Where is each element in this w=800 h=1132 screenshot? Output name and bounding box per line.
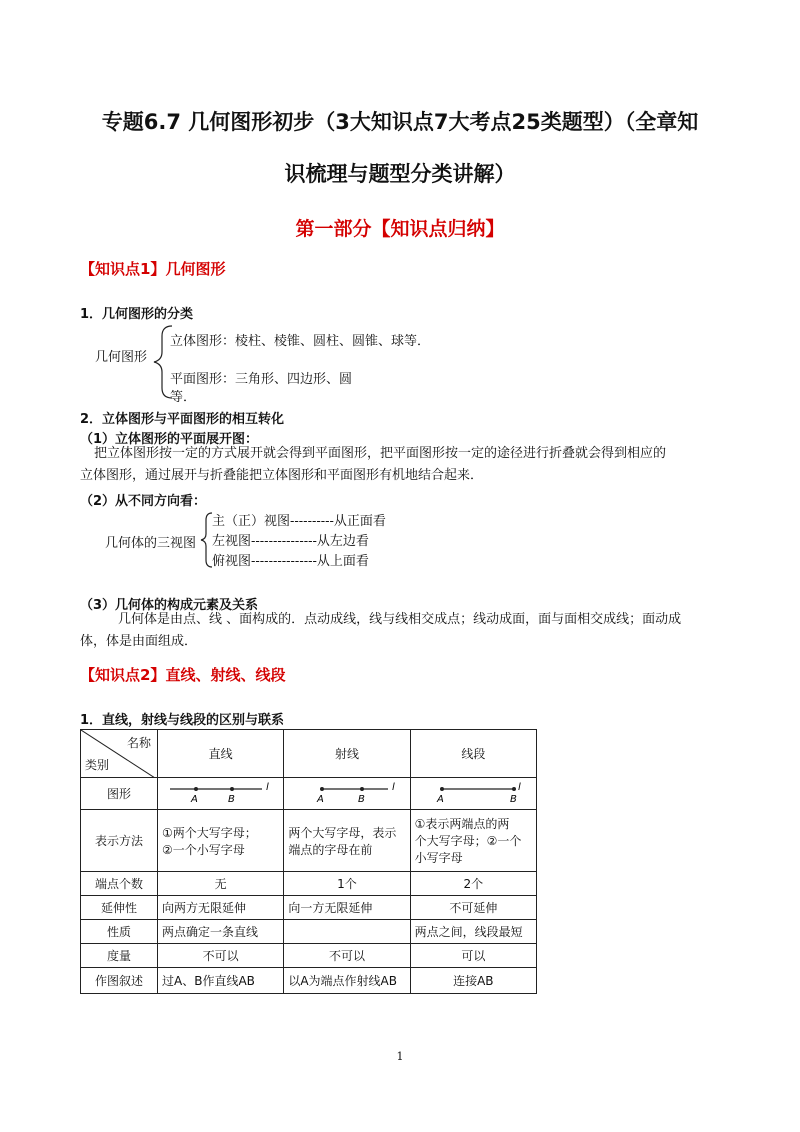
kp1-heading: 【知识点1】几何图形 [80,260,226,278]
row-label: 延伸性 [81,896,158,920]
table-cell: 向两方无限延伸 [158,896,284,920]
three-view-label: 几何体的三视图 [105,536,197,551]
table-cell: 不可以 [158,944,284,968]
title-line-2: 识梳理与题型分类讲解） [284,162,516,186]
table-cell: 两点确定一条直线 [158,920,284,944]
segment-l-label: l [518,782,522,793]
segment-figure [418,780,528,804]
point-b-label: B [227,794,235,804]
unfold-line2: 立体图形，通过展开与折叠能把立体图形和平面图形有机地结合起来． [80,468,484,483]
table-cell [410,810,536,872]
unfold-title: （1）立体图形的平面展开图： [80,432,259,447]
corner-top-label: 名称 [126,736,151,750]
table-cell [284,920,410,944]
page-number: 1 [396,1050,404,1063]
view-front: 主（正）视图----------从正面看 [212,514,386,529]
table-cell: 连接AB [410,968,536,994]
table-cell: 不可延伸 [410,896,536,920]
ray-l-label: l [391,782,395,793]
views-title: （2）从不同方向看： [80,494,207,509]
cell-line: 端点的字母在前 [288,842,373,857]
part-heading: 第一部分【知识点归纳】 [295,218,505,240]
line-figure-cell [158,778,284,810]
row-label: 表示方法 [81,810,158,872]
point-a-label: A [437,794,445,804]
column-header: 直线 [158,730,284,778]
point-a-label: A [316,794,324,804]
table-cell: 不可以 [284,944,410,968]
table-cell: 1个 [284,872,410,896]
corner-cell [81,730,158,778]
kp2-section1-title: 1．直线，射线与线段的区别与联系 [80,713,285,728]
table-header-row [81,730,537,778]
table-cell: 可以 [410,944,536,968]
table-row [81,810,537,872]
plane-figures-line1: 平面图形：三角形、四边形、圆 [170,372,353,387]
view-top: 俯视图---------------从上面看 [212,554,369,569]
table-cell: 无 [158,872,284,896]
corner-bottom-label: 类别 [85,758,110,772]
solid-figures: 立体图形：棱柱、棱锥、圆柱、圆锥、球等． [170,334,431,349]
table-row [81,872,537,896]
table-cell [284,810,410,872]
cell-line: ①两个大写字母； [162,825,257,840]
row-label: 端点个数 [81,872,158,896]
table-row [81,944,537,968]
table-cell [158,810,284,872]
cell-line: 个大写字母；②一个 [414,834,522,848]
table-cell: 以A为端点作射线AB [284,968,410,994]
point-b-label: B [357,794,365,804]
elements-title: （3）几何体的构成元素及关系 [80,598,259,613]
kp1-section2-title: 2．立体图形与平面图形的相互转化 [80,412,285,427]
cell-line: 两个大写字母，表示 [288,825,397,840]
table-row [81,968,537,994]
kp2-heading: 【知识点2】直线、射线、线段 [80,666,286,684]
row-label: 图形 [81,778,158,810]
row-label: 性质 [81,920,158,944]
ray-figure [292,780,402,804]
table-cell: 2个 [410,872,536,896]
row-label: 作图叙述 [81,968,158,994]
classify-label: 几何图形 [95,350,148,365]
line-l-label: l [265,782,269,793]
column-header: 射线 [284,730,410,778]
view-left: 左视图---------------从左边看 [212,534,369,549]
table-row [81,920,537,944]
column-header: 线段 [410,730,536,778]
comparison-table [80,729,537,994]
point-b-label: B [510,794,518,804]
row-label: 度量 [81,944,158,968]
document-title [60,96,740,200]
elements-line1: 几何体是由点、线 、面构成的．点动成线，线与线相交成点；线动成面，面与面相交成线；面动成 [118,612,682,627]
cell-line: 小写字母 [414,851,463,865]
cell-line: ②一个小写字母 [162,842,245,857]
table-cell: 两点之间，线段最短 [410,920,536,944]
point-a-label: A [190,794,198,804]
table-row [81,896,537,920]
table-cell: 过A、B作直线AB [158,968,284,994]
table-row [81,778,537,810]
ray-figure-cell [284,778,410,810]
unfold-line1: 把立体图形按一定的方式展开就会得到平面图形，把平面图形按一定的途径进行折叠就会得到相应的 [94,446,667,461]
kp1-section1-title: 1．几何图形的分类 [80,307,194,322]
title-line-1: 专题6.7 几何图形初步（3大知识点7大考点25类题型）（全章知 [101,110,699,134]
line-figure [166,780,276,804]
plane-figures-line2: 等． [170,390,197,405]
elements-line2: 体，体是由面组成． [80,634,198,649]
table-cell: 向一方无限延伸 [284,896,410,920]
segment-figure-cell [410,778,536,810]
cell-line: ①表示两端点的两 [414,817,510,831]
